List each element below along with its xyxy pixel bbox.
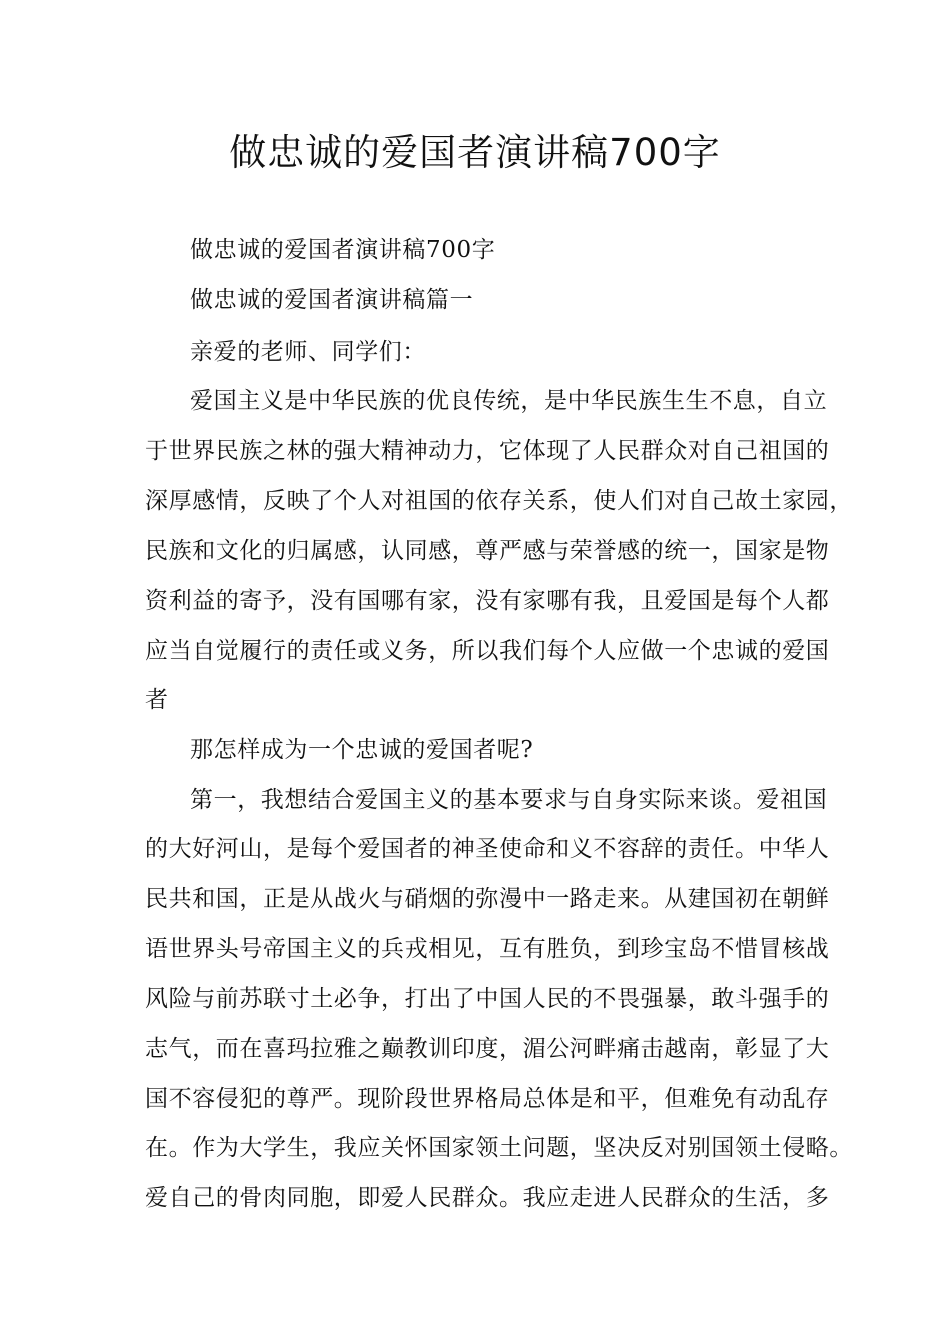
paragraph-line: 民族和文化的归属感，认同感，尊严感与荣誉感的统一，国家是物 bbox=[145, 538, 830, 564]
paragraph-line: 资利益的寄予，没有国哪有家，没有家哪有我，且爱国是每个人都 bbox=[145, 588, 830, 614]
paragraph-line: 爱自己的骨肉同胞，即爱人民群众。我应走进人民群众的生活，多 bbox=[145, 1185, 830, 1211]
paragraph-line: 爱国主义是中华民族的优良传统，是中华民族生生不息，自立 bbox=[190, 388, 828, 414]
paragraph-line: 志气，而在喜玛拉雅之巅教训印度，湄公河畔痛击越南，彰显了大 bbox=[145, 1036, 830, 1062]
section-heading: 做忠诚的爱国者演讲稿篇一 bbox=[190, 287, 474, 313]
paragraph-line: 语世界头号帝国主义的兵戎相见，互有胜负，到珍宝岛不惜冒核战 bbox=[145, 936, 830, 962]
question-line: 那怎样成为一个忠诚的爱国者呢? bbox=[190, 737, 534, 763]
paragraph-line: 的大好河山，是每个爱国者的神圣使命和义不容辞的责任。中华人 bbox=[145, 836, 830, 862]
document-title: 做忠诚的爱国者演讲稿700字 bbox=[229, 131, 721, 174]
paragraph-line: 第一，我想结合爱国主义的基本要求与自身实际来谈。爱祖国 bbox=[190, 787, 828, 813]
paragraph-line: 应当自觉履行的责任或义务，所以我们每个人应做一个忠诚的爱国 bbox=[145, 638, 830, 664]
salutation: 亲爱的老师、同学们： bbox=[190, 339, 426, 365]
paragraph-line: 深厚感情，反映了个人对祖国的依存关系，使人们对自己故土家园， bbox=[145, 488, 853, 514]
paragraph-line: 者 bbox=[145, 687, 169, 713]
subtitle-line: 做忠诚的爱国者演讲稿700字 bbox=[190, 237, 496, 263]
paragraph-line: 于世界民族之林的强大精神动力，它体现了人民群众对自己祖国的 bbox=[145, 438, 830, 464]
paragraph-line: 在。作为大学生，我应关怀国家领土问题，坚决反对别国领土侵略。 bbox=[145, 1135, 853, 1161]
paragraph-line: 风险与前苏联寸土必争，打出了中国人民的不畏强暴，敢斗强手的 bbox=[145, 986, 830, 1012]
paragraph-line: 国不容侵犯的尊严。现阶段世界格局总体是和平，但难免有动乱存 bbox=[145, 1086, 830, 1112]
paragraph-line: 民共和国，正是从战火与硝烟的弥漫中一路走来。从建国初在朝鲜 bbox=[145, 886, 830, 912]
